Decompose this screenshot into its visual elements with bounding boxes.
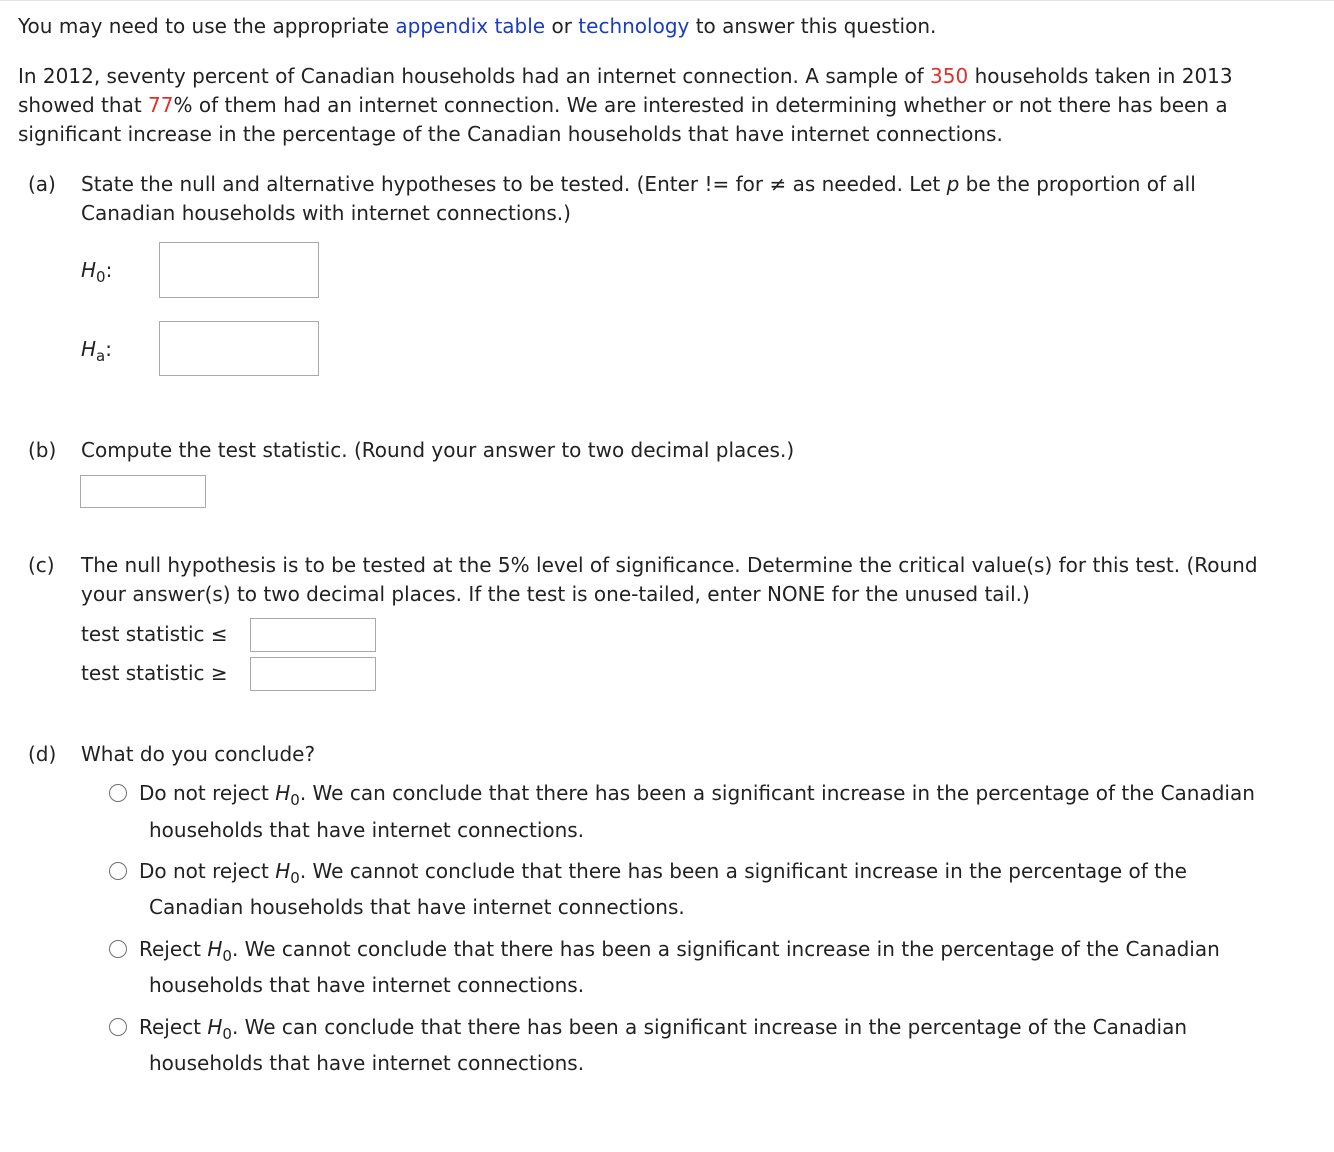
- part-a-instruction-1: [81, 170, 1196, 199]
- conclusion-option-2-line-2: Canadian households that have internet connections.: [149, 895, 685, 919]
- ha-H: H: [81, 337, 97, 361]
- conclusion-radio-3[interactable]: [109, 940, 127, 958]
- option-text: . We cannot conclude that there has been a significant increase in the percentage of the Canadian: [231, 937, 1220, 961]
- alternative-hypothesis-input[interactable]: [159, 321, 319, 376]
- h0-H: H: [207, 1015, 223, 1039]
- ha-label: [81, 337, 112, 365]
- test-statistic-input[interactable]: [80, 475, 206, 508]
- problem-text: In 2012, seventy percent of Canadian households had an internet connection. A sample of: [18, 64, 931, 88]
- conclusion-option-4-line-2: households that have internet connections.: [149, 1051, 585, 1075]
- conclusion-radio-2[interactable]: [109, 862, 127, 880]
- problem-text: households taken in 2013: [968, 64, 1233, 88]
- part-b-instruction: Compute the test statistic. (Round your answer to two decimal places.): [81, 438, 795, 462]
- option-text: . We can conclude that there has been a significant increase in the percentage of the Canadian: [231, 1015, 1188, 1039]
- intro-suffix: to answer this question.: [689, 14, 937, 38]
- h0-sub: 0: [222, 1025, 232, 1043]
- problem-text: showed that: [18, 93, 149, 117]
- problem-line-2: [18, 91, 1228, 120]
- problem-line-3: significant increase in the percentage of the Canadian households that have internet connections.: [18, 122, 1003, 146]
- conclusion-option-2-line-1[interactable]: [139, 857, 1187, 886]
- upper-critical-label: test statistic ≥: [81, 661, 228, 685]
- conclusion-option-1-line-1[interactable]: [139, 779, 1255, 808]
- p-variable: p: [946, 172, 960, 196]
- technology-link[interactable]: technology: [578, 14, 690, 38]
- appendix-table-link[interactable]: appendix table: [395, 14, 546, 38]
- h0-colon: :: [105, 258, 113, 282]
- h0-sub: 0: [290, 791, 300, 809]
- part-c-label: (c): [28, 553, 55, 577]
- h0-H: H: [81, 258, 97, 282]
- ha-colon: :: [105, 337, 112, 361]
- h0-sub: 0: [96, 268, 106, 286]
- option-text: Do not reject: [139, 859, 276, 883]
- top-divider: [0, 0, 1334, 1]
- part-d-question: What do you conclude?: [81, 742, 316, 766]
- conclusion-option-1-line-2: households that have internet connections.: [149, 818, 585, 842]
- problem-line-1: [18, 62, 1233, 91]
- part-c-instruction-1: The null hypothesis is to be tested at the 5% level of significance. Determine the critical value(s) for this test. (Round: [81, 553, 1258, 577]
- option-text: Reject: [139, 1015, 208, 1039]
- intro-prefix: You may need to use the appropriate: [18, 14, 396, 38]
- part-d-label: (d): [28, 742, 57, 766]
- intro-line: [18, 12, 936, 41]
- conclusion-option-3-line-2: households that have internet connections.: [149, 973, 585, 997]
- h0-H: H: [207, 937, 223, 961]
- h0-label: [81, 258, 113, 286]
- part-a-label: (a): [28, 172, 56, 196]
- conclusion-radio-4[interactable]: [109, 1018, 127, 1036]
- option-text: . We can conclude that there has been a significant increase in the percentage of the Canadian: [299, 781, 1255, 805]
- problem-text: % of them had an internet connection. We are interested in determining whether or not there has been a: [173, 93, 1228, 117]
- conclusion-option-3-line-1[interactable]: [139, 935, 1220, 964]
- lower-critical-label: test statistic ≤: [81, 622, 228, 646]
- option-text: Reject: [139, 937, 208, 961]
- intro-middle: or: [545, 14, 579, 38]
- conclusion-radio-1[interactable]: [109, 784, 127, 802]
- upper-critical-value-input[interactable]: [250, 657, 376, 691]
- sample-size: 350: [930, 64, 969, 88]
- part-a-instruction-2: Canadian households with internet connections.): [81, 201, 571, 225]
- lower-critical-value-input[interactable]: [250, 618, 376, 652]
- h0-sub: 0: [290, 869, 300, 887]
- h0-sub: 0: [222, 947, 232, 965]
- part-b-label: (b): [28, 438, 57, 462]
- h0-H: H: [275, 781, 291, 805]
- option-text: . We cannot conclude that there has been a significant increase in the percentage of the: [299, 859, 1187, 883]
- part-a-text: State the null and alternative hypotheses to be tested. (Enter != for ≠ as needed. Let: [81, 172, 947, 196]
- null-hypothesis-input[interactable]: [159, 242, 319, 298]
- option-text: Do not reject: [139, 781, 276, 805]
- ha-sub: a: [96, 347, 106, 365]
- conclusion-option-4-line-1[interactable]: [139, 1013, 1187, 1042]
- part-c-instruction-2: your answer(s) to two decimal places. If the test is one-tailed, enter NONE for the unused tail.): [81, 582, 1030, 606]
- part-a-text: be the proportion of all: [959, 172, 1196, 196]
- sample-percent: 77: [148, 93, 174, 117]
- h0-H: H: [275, 859, 291, 883]
